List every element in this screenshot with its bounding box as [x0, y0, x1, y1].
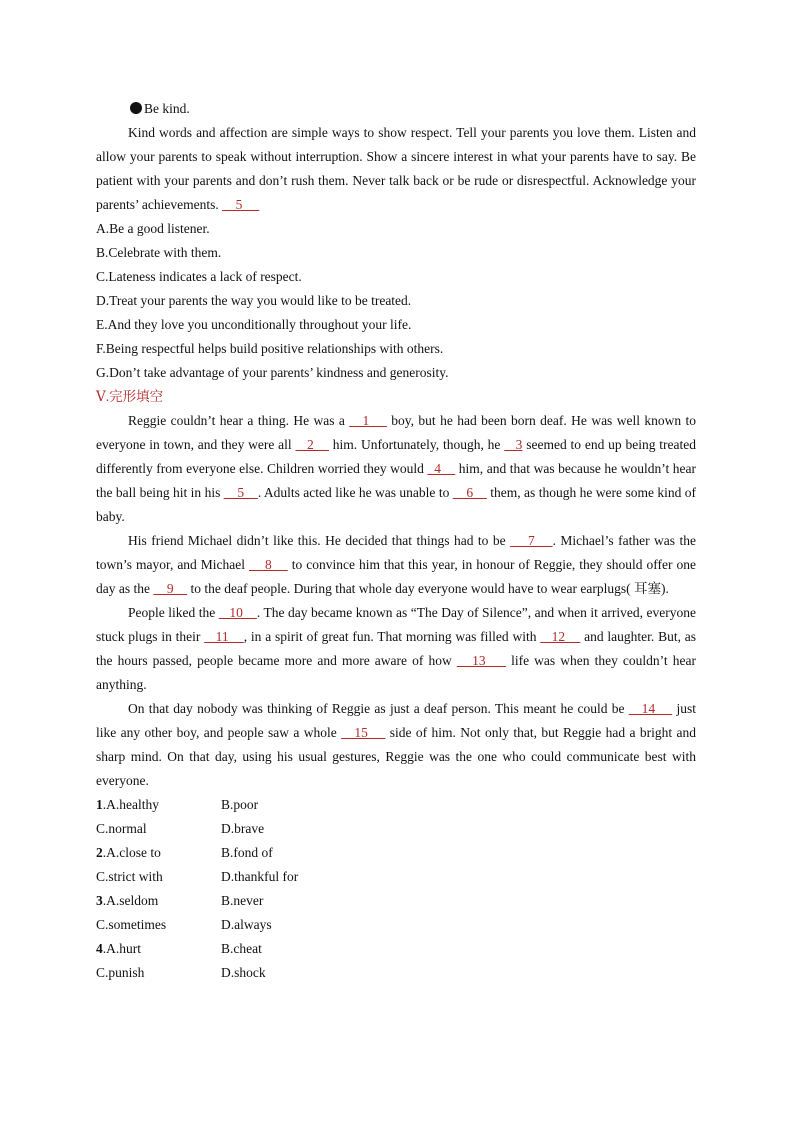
question-2 [96, 841, 696, 889]
choice-c[interactable]: C.strict with [96, 869, 163, 884]
choice-d[interactable]: D.always [221, 917, 272, 932]
option-g: G.Don’t take advantage of your parents’ kindness and generosity. [96, 365, 449, 380]
blank-5b[interactable]: 5 [223, 485, 258, 500]
option-b: B.Celebrate with them. [96, 245, 222, 260]
option-e: E.And they love you unconditionally throughout your life. [96, 317, 412, 332]
choice-d[interactable]: D.shock [221, 965, 266, 980]
question-4 [96, 937, 696, 985]
choice-b[interactable]: B.never [221, 893, 264, 908]
blank-1[interactable]: 1 [349, 413, 387, 428]
blank-7[interactable]: 7 [510, 533, 553, 548]
choice-b[interactable]: B.cheat [221, 941, 262, 956]
option-f: F.Being respectful helps build positive relationships with others. [96, 341, 444, 356]
blank-11[interactable]: 11 [204, 629, 244, 644]
blank-14[interactable]: 14 [628, 701, 673, 716]
blank-2[interactable]: 2 [295, 437, 329, 452]
blank-15[interactable]: 15 [341, 725, 386, 740]
blank-9[interactable]: 9 [153, 581, 188, 596]
question-number: 1 [96, 797, 103, 812]
option-c: C.Lateness indicates a lack of respect. [96, 269, 302, 284]
cloze-paragraph-2: His friend Michael didn’t like this. He decided that things had to be 7 . Michael’s father was the town’s mayor, and Michael 8 to convince him that this year, in honour of Reggie, they should offer one day as the 9 to the deaf people. During that whole day everyone would have to wear earplugs( 耳塞). [96, 533, 697, 596]
choice-c[interactable]: C.punish [96, 965, 145, 980]
question-3 [96, 889, 696, 937]
blank-13[interactable]: 13 [456, 653, 506, 668]
cloze-paragraph-1: Reggie couldn’t hear a thing. He was a 1 boy, but he had been born deaf. He was well known to everyone in town, and they were all 2 him. Unfortunately, though, he 3 seemed to end up being treated differently from everyone else. Children worried they would _4 him, and that was because he wouldn’t hear the ball being hit in his 5 . Adults acted like he was unable to 6 them, as though he were some kind of baby. [96, 413, 697, 524]
choice-c[interactable]: C.sometimes [96, 917, 167, 932]
section-title: Ⅴ.完形填空 [96, 389, 164, 404]
choice-b[interactable]: B.fond of [221, 845, 273, 860]
blank-10[interactable]: 10 [218, 605, 257, 620]
choice-a[interactable]: .A.close to [102, 845, 161, 860]
bullet-icon [130, 102, 142, 114]
question-1 [96, 793, 696, 841]
be-kind-paragraph: Kind words and affection are simple ways to show respect. Tell your parents you love them. Listen and allow your parents to speak without interruption. Show a sincere interest in what your parents have to say. Be patient with your parents and don’t rush them. Never talk back or be rude or disrespectful. Acknowledge your parents’ achievements. 5 [96, 125, 696, 212]
blank-6[interactable]: 6 [452, 485, 487, 500]
choice-b[interactable]: B.poor [221, 797, 259, 812]
question-number: 4 [96, 941, 103, 956]
blank-5[interactable]: 5 [222, 197, 260, 212]
question-number: 2 [96, 845, 103, 860]
choice-d[interactable]: D.brave [221, 821, 265, 836]
blank-8[interactable]: 8 [249, 557, 288, 572]
choice-a[interactable]: .A.seldom [102, 893, 159, 908]
blank-12[interactable]: 12 [540, 629, 581, 644]
document-page [96, 97, 696, 985]
cloze-paragraph-4: On that day nobody was thinking of Reggie as just a deaf person. This meant he could be 14 just like any other boy, and people saw a whole 15 side of him. Not only that, but Reggie had a bright and sharp mind. On that day, using his usual gestures, Reggie was the one who could communicate best with everyone. [96, 701, 697, 788]
choice-d[interactable]: D.thankful for [221, 869, 299, 884]
cloze-paragraph-3: People liked the 10 . The day became known as “The Day of Silence”, and when it arrived, everyone stuck plugs in their 11 , in a spirit of great fun. That morning was filled with 12 and laughter. But, as the hours passed, people became more and more aware of how 13 life was when they couldn’t hear anything. [96, 605, 697, 692]
choice-a[interactable]: .A.hurt [102, 941, 141, 956]
question-number: 3 [96, 893, 103, 908]
choice-a[interactable]: .A.healthy [102, 797, 159, 812]
blank-3[interactable]: 3 [504, 437, 523, 452]
option-d: D.Treat your parents the way you would like to be treated. [96, 293, 412, 308]
choice-c[interactable]: C.normal [96, 821, 147, 836]
blank-4[interactable]: _4 [427, 461, 456, 476]
option-a: A.Be a good listener. [96, 221, 210, 236]
be-kind-heading: Be kind. [96, 97, 696, 121]
